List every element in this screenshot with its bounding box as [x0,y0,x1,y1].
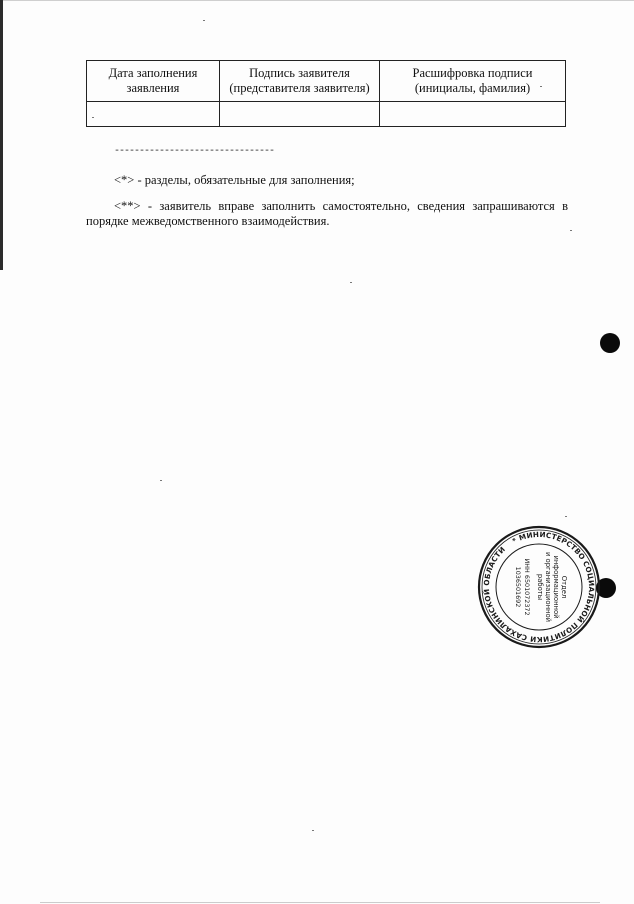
scan-speck [203,20,205,21]
scan-speck [565,516,567,517]
footnote-divider: -------------------------------- [114,146,275,157]
table-row [87,102,566,127]
cell-signature-decoding[interactable] [380,102,566,127]
seal-number-code: 1036501692 [514,566,522,608]
table-header-row [87,61,566,102]
cell-fill-date[interactable] [87,102,220,127]
seal-inner-line: работы [536,573,544,601]
scan-edge-left [0,0,3,270]
scan-speck [312,830,314,831]
footnote-interagency: <**> - заявитель вправе заполнить самостоятельно, сведения запрашиваются в порядке межведомственного взаимодействия. [86,199,568,228]
signature-table [86,60,566,127]
seal-inner-line: и организационной [544,551,552,623]
seal-inner-line: Отдел [560,575,568,599]
header-applicant-signature: Подпись заявителя (представителя заявителя) [220,61,380,102]
scan-speck [350,282,352,283]
scan-speck [160,480,162,481]
seal-ring-text: * МИНИСТЕРСТВО СОЦИАЛЬНОЙ ПОЛИТИКИ САХАЛИНСКОЙ ОБЛАСТИ [481,529,597,645]
scan-edge-bottom [40,902,600,903]
cell-applicant-signature[interactable] [220,102,380,127]
footnote-required: <*> - разделы, обязательные для заполнения; [114,173,355,187]
scan-edge-top [0,0,634,1]
official-seal-icon [476,524,602,650]
header-signature-decoding: Расшифровка подписи (инициалы, фамилия) [380,61,566,102]
seal-number-inn: ИНН 6501072372 [523,558,531,616]
seal-inner-line: информационной [552,555,560,619]
header-fill-date: Дата заполнения заявления [87,61,220,102]
punch-hole-icon [600,333,620,353]
scan-speck [570,230,572,231]
